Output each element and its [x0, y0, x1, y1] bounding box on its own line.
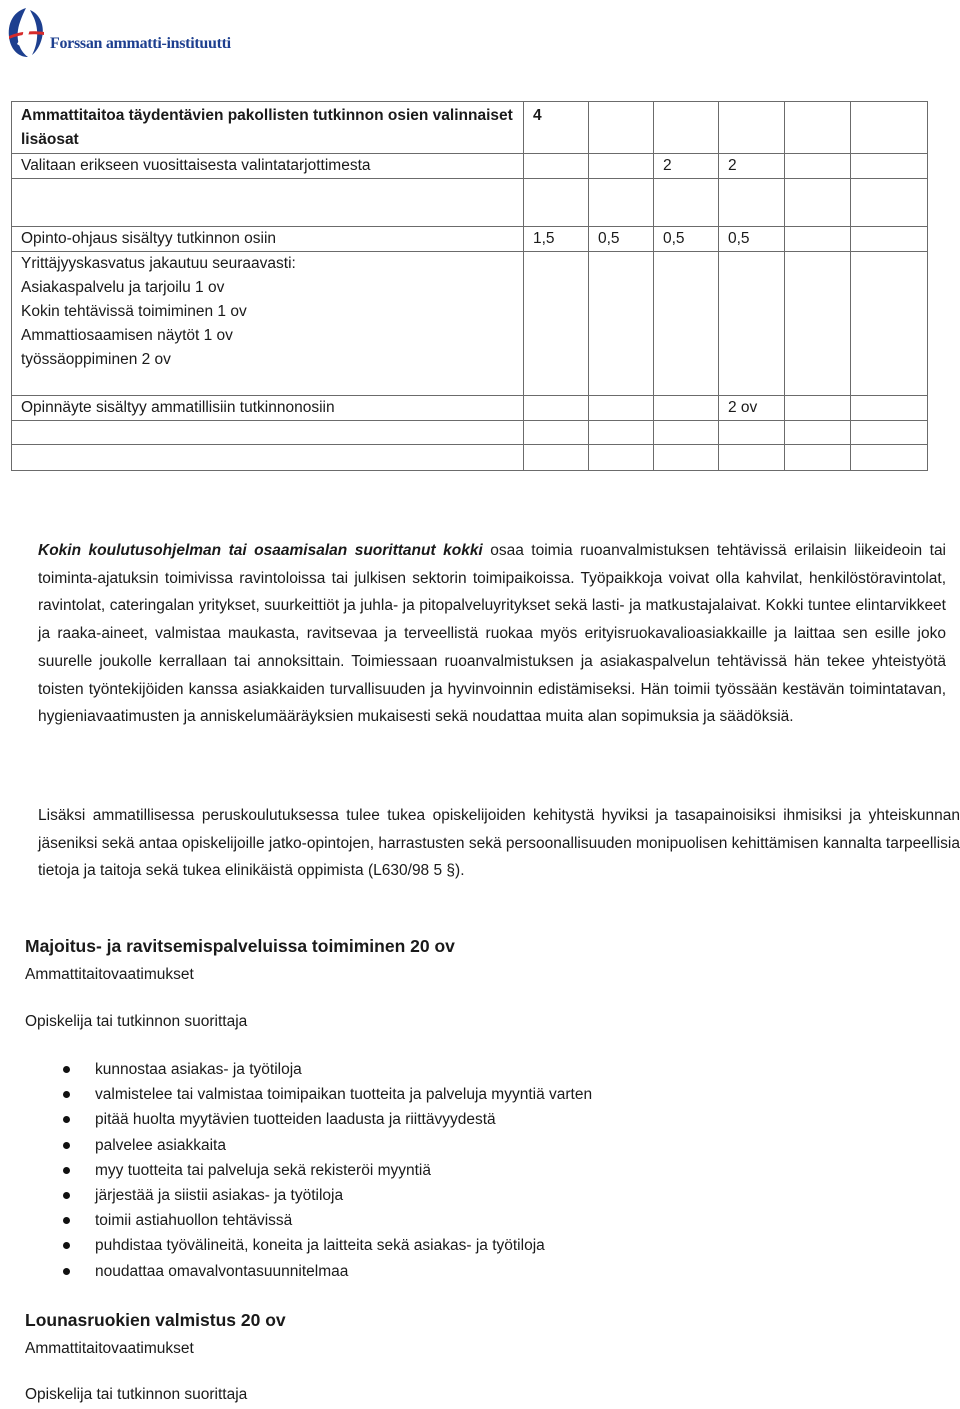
runner-arc-logo-icon — [6, 6, 46, 58]
table-cell — [785, 154, 851, 179]
table-cell: 0,5 — [589, 227, 654, 252]
table-cell — [589, 102, 654, 154]
section2-subtitle: Ammattitaitovaatimukset — [25, 1340, 194, 1357]
table-cell — [524, 396, 589, 421]
table-cell — [654, 396, 719, 421]
section1-lead: Opiskelija tai tutkinnon suorittaja — [25, 1013, 248, 1030]
section2-lead: Opiskelija tai tutkinnon suorittaja — [25, 1386, 248, 1403]
list-item: järjestää ja siistii asiakas- ja työtiloja — [25, 1183, 592, 1208]
table-cell — [785, 227, 851, 252]
table-cell: 2 — [719, 154, 785, 179]
section1-subtitle: Ammattitaitovaatimukset — [25, 966, 194, 983]
table-cell — [589, 154, 654, 179]
list-item: valmistelee tai valmistaa toimipaikan tuotteita ja palveluja myyntiä varten — [25, 1082, 592, 1107]
list-item: palvelee asiakkaita — [25, 1133, 592, 1158]
table-cell — [851, 102, 928, 154]
table-cell — [851, 227, 928, 252]
table-row-label — [12, 179, 524, 227]
study-units-table — [11, 101, 928, 471]
table-row — [12, 252, 928, 396]
table-cell: 1,5 — [524, 227, 589, 252]
table-row — [12, 396, 928, 421]
table-row-label: Opinnäyte sisältyy ammatillisiin tutkinnonosiin — [12, 396, 524, 421]
list-item: noudattaa omavalvontasuunnitelmaa — [25, 1259, 592, 1284]
table-cell — [719, 445, 785, 471]
table-row-label: Yrittäjyyskasvatus jakautuu seuraavasti: Asiakaspalvelu ja tarjoilu 1 ov Kokin tehtävissä toimiminen 1 ov Ammattiosaamisen näytöt 1 ov työssäoppiminen 2 ov — [12, 252, 524, 396]
table-cell — [654, 445, 719, 471]
table-cell — [851, 179, 928, 227]
lifelong-learning-paragraph: Lisäksi ammatillisessa peruskoulutuksessa tulee tukea opiskelijoiden kehitystä hyviksi ja tasapainoisiksi ihmisiksi ja yhteiskunnan jäseniksi sekä antaa opiskelijoille jatko-opintojen, harrastusten sekä persoonallisuuden monipuolisen kehittämisen kannalta tarpeellisia tietoja ja taitoja sekä tukea elinikäistä oppimista (L630/98 5 §). — [38, 807, 960, 880]
logo-text: Forssan ammatti-instituutti — [50, 35, 231, 52]
table-cell — [589, 179, 654, 227]
table-cell — [654, 179, 719, 227]
table-cell — [785, 421, 851, 445]
table-cell — [654, 421, 719, 445]
list-item: puhdistaa työvälineitä, koneita ja laitteita sekä asiakas- ja työtiloja — [25, 1233, 592, 1258]
table-cell — [524, 421, 589, 445]
list-item: pitää huolta myytävien tuotteiden laadusta ja riittävyydestä — [25, 1107, 592, 1132]
table-row-label — [12, 421, 524, 445]
list-item: kunnostaa asiakas- ja työtiloja — [25, 1057, 592, 1082]
table-row-label: Ammattitaitoa täydentävien pakollisten tutkinnon osien valinnaiset lisäosat — [12, 102, 524, 154]
table-row — [12, 421, 928, 445]
table-cell — [785, 179, 851, 227]
table-cell — [524, 154, 589, 179]
table-cell — [851, 154, 928, 179]
table-cell — [589, 396, 654, 421]
table-row-label: Valitaan erikseen vuosittaisesta valintatarjottimesta — [12, 154, 524, 179]
table-cell — [785, 396, 851, 421]
table-cell: 2 — [654, 154, 719, 179]
table-row — [12, 227, 928, 252]
table-cell — [851, 445, 928, 471]
table-cell — [719, 102, 785, 154]
table-cell — [719, 179, 785, 227]
table-cell — [654, 252, 719, 396]
list-item: myy tuotteita tai palveluja sekä rekisteröi myyntiä — [25, 1158, 592, 1183]
table-cell — [524, 179, 589, 227]
table-cell — [719, 252, 785, 396]
list-item: toimii astiahuollon tehtävissä — [25, 1208, 592, 1233]
table-cell — [851, 252, 928, 396]
section1-title: Majoitus- ja ravitsemispalveluissa toimiminen 20 ov — [25, 936, 455, 956]
table-row-label: Opinto-ohjaus sisältyy tutkinnon osiin — [12, 227, 524, 252]
table-cell — [719, 421, 785, 445]
table-cell — [785, 102, 851, 154]
header — [6, 6, 306, 60]
table-cell — [589, 252, 654, 396]
table-row — [12, 102, 928, 154]
intro-paragraph — [38, 537, 946, 731]
table-cell — [654, 102, 719, 154]
table-cell — [524, 445, 589, 471]
table-cell — [785, 445, 851, 471]
table-cell — [589, 421, 654, 445]
table-cell: 0,5 — [654, 227, 719, 252]
table-row — [12, 154, 928, 179]
table-cell — [851, 396, 928, 421]
table-cell — [785, 252, 851, 396]
table-row — [12, 179, 928, 227]
intro-body: osaa toimia ruoanvalmistuksen tehtävissä erilaisin liikeideoin tai toiminta-ajatuksin toimivissa ravintoloissa tai julkisen sektorin toimipaikoissa. Työpaikkoja voivat olla kahvilat, henkilöstöravintolat, ravintolat, cateringalan yritykset, suurkeittiöt ja juhla- ja pitopalveluyritykset sekä lasti- ja matkustajalaivat. Kokki tuntee elintarvikkeet ja raaka-aineet, valmistaa maukasta, ravitsevaa ja terveellistä ruokaa myös erityisruokavalioasiakkaille ja laittaa sen esille joko suurelle joukolle kerrallaan tai annoksittain. Toimiessaan ruoanvalmistuksen ja asiakaspalvelun tehtävissä hän tekee yhteistyötä toisten työntekijöiden kanssa asiakkaiden turvallisuuden ja hyvinvoinnin edistämiseksi. Hän toimii työssään kestävän toimintatavan, hygieniavaatimusten ja anniskelumääräyksien mukaisesti sekä noudattaa muita alan sopimuksia ja säädöksiä. — [38, 542, 947, 726]
table-cell: 4 — [524, 102, 589, 154]
table-row — [12, 445, 928, 471]
table-row-label — [12, 445, 524, 471]
table-cell — [851, 421, 928, 445]
table-cell — [524, 252, 589, 396]
table-cell — [589, 445, 654, 471]
table-cell: 0,5 — [719, 227, 785, 252]
section2-title: Lounasruokien valmistus 20 ov — [25, 1310, 286, 1330]
table-cell: 2 ov — [719, 396, 785, 421]
intro-lead: Kokin koulutusohjelman tai osaamisalan suorittanut kokki — [38, 542, 483, 559]
section1-requirements-list — [25, 1057, 592, 1284]
